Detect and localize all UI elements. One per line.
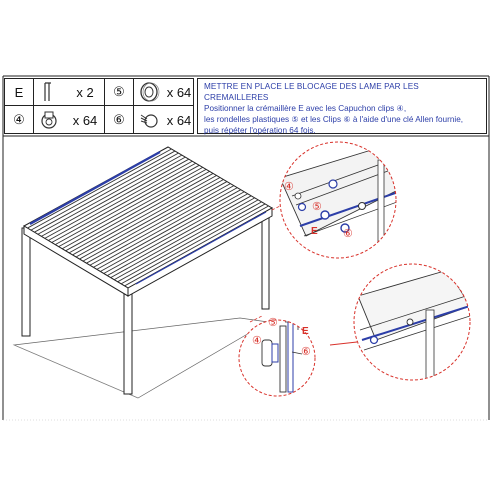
part-qty-e: x 2 (76, 84, 94, 100)
callout-mid-6: ⑥ (301, 346, 311, 358)
instruction-line-2: les rondelles plastiques ⑤ et les Clips ⑥ à l'aide d'une clé Allen fournie, (204, 115, 464, 124)
instruction-line-3: puis répéter l'opération 64 fois. (204, 126, 316, 135)
part-label-5: ⑤ (113, 84, 125, 99)
part-label-6: ⑥ (113, 112, 125, 127)
callout-mid-5: ⑤ (268, 317, 278, 329)
instruction-line-1: Positionner la crémaillère E avec les Capuchon clips ④, (204, 104, 407, 113)
part-label-e: E (14, 84, 24, 100)
callout-top-5: ⑤ (312, 201, 322, 213)
callout-mid-4: ④ (252, 335, 262, 347)
part-qty-5: x 64 (166, 84, 192, 100)
callout-top-6: ⑥ (343, 228, 353, 240)
part-qty-6: x 64 (166, 112, 192, 128)
instruction-heading: METTRE EN PLACE LE BLOCAGE DES LAME PAR LES CREMAILLERES (204, 82, 419, 102)
part-label-4: ④ (13, 112, 25, 127)
callout-top-4: ④ (284, 181, 294, 193)
part-qty-4: x 64 (72, 112, 98, 128)
callout-mid-e: E (302, 326, 309, 337)
callout-top-e: E (311, 226, 318, 237)
